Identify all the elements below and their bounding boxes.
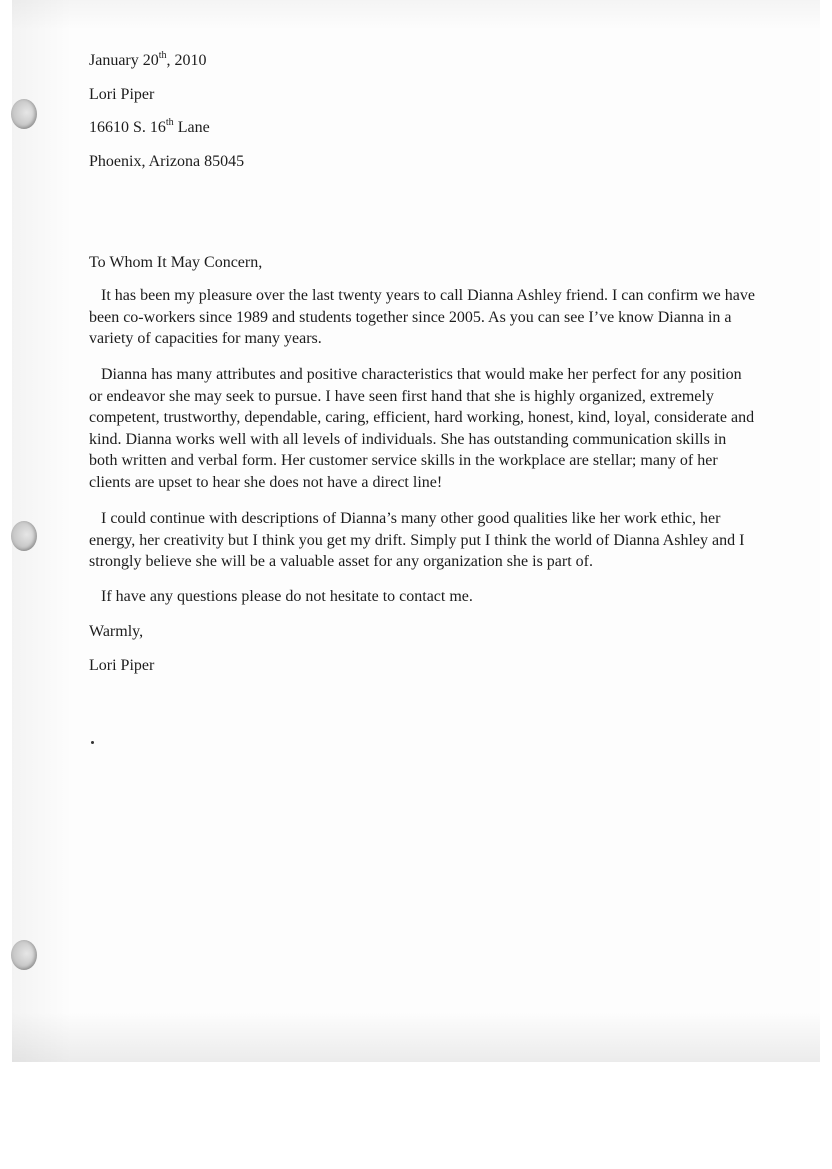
sender-name: Lori Piper xyxy=(89,86,155,103)
closing: Warmly, xyxy=(89,623,144,640)
sender-city-state-zip: Phoenix, Arizona 85045 xyxy=(89,153,245,170)
body-paragraph: I could continue with descriptions of Dianna’s many other good qualities like her work ethic, her energy, her creativity but I think you get my drift. Simply put I think the world of Dianna Ashley and I strongly believe she will be a valuable asset for any organization she is part of. xyxy=(89,510,745,571)
punch-hole xyxy=(11,521,37,551)
letter-date: January 20th, 2010 xyxy=(89,50,207,69)
signature-name: Lori Piper xyxy=(89,657,155,674)
body-paragraph: Dianna has many attributes and positive characteristics that would make her perfect for any position or endeavor she may seek to pursue. I have seen first hand that she is highly organized, extremely competent, trustworthy, dependable, caring, efficient, hard working, honest, kind, loyal, considerate and kind. Dianna works well with all levels of individuals. She has outstanding communication skills in both written and verbal form. Her customer service skills in the workplace are stellar; many of her clients are upset to hear she does not have a direct line! xyxy=(89,366,755,491)
punch-hole xyxy=(11,940,37,970)
body-paragraph: If have any questions please do not hesitate to contact me. xyxy=(101,588,473,605)
body-paragraph: It has been my pleasure over the last twenty years to call Dianna Ashley friend. I can confirm we have been co-workers since 1989 and students together since 2005. As you can see I’ve know Dianna in a variety of capacities for many years. xyxy=(89,287,755,348)
sender-street: 16610 S. 16th Lane xyxy=(89,117,210,136)
punch-hole xyxy=(11,99,37,129)
salutation: To Whom It May Concern, xyxy=(89,254,263,271)
scan-speck xyxy=(91,741,94,744)
